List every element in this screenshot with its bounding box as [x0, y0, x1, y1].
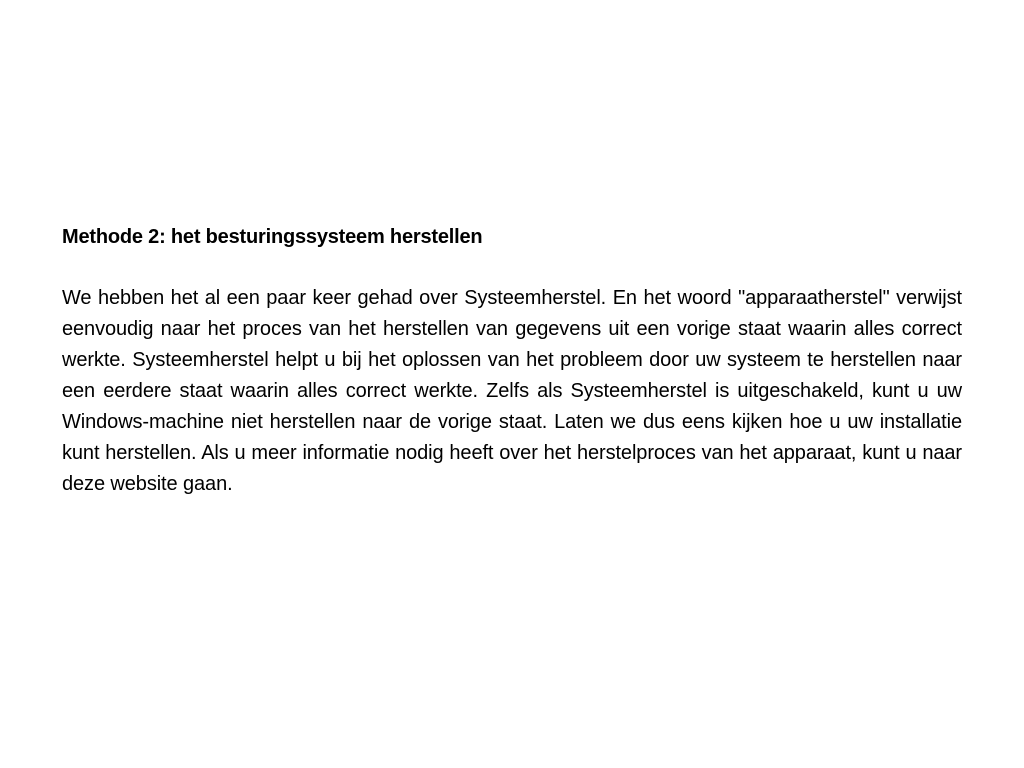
slide-body-text: We hebben het al een paar keer gehad over Systeemherstel. En het woord "apparaatherstel" verwijst eenvoudig naar het proces van het herstellen van gegevens uit een vorige staat waarin alles correct werkte. Systeemherstel helpt u bij het oplossen van het probleem door uw systeem te herstellen naar een eerdere staat waarin alles correct werkte. Zelfs als Systeemherstel is uitgeschakeld, kunt u uw Windows-machine niet herstellen naar de vorige staat. Laten we dus eens kijken hoe u uw installatie kunt herstellen. Als u meer informatie nodig heeft over het herstelproces van het apparaat, kunt u naar deze website gaan. [62, 287, 962, 495]
slide-heading: Methode 2: het besturingssysteem herstellen [62, 226, 483, 248]
slide-content [62, 222, 962, 500]
